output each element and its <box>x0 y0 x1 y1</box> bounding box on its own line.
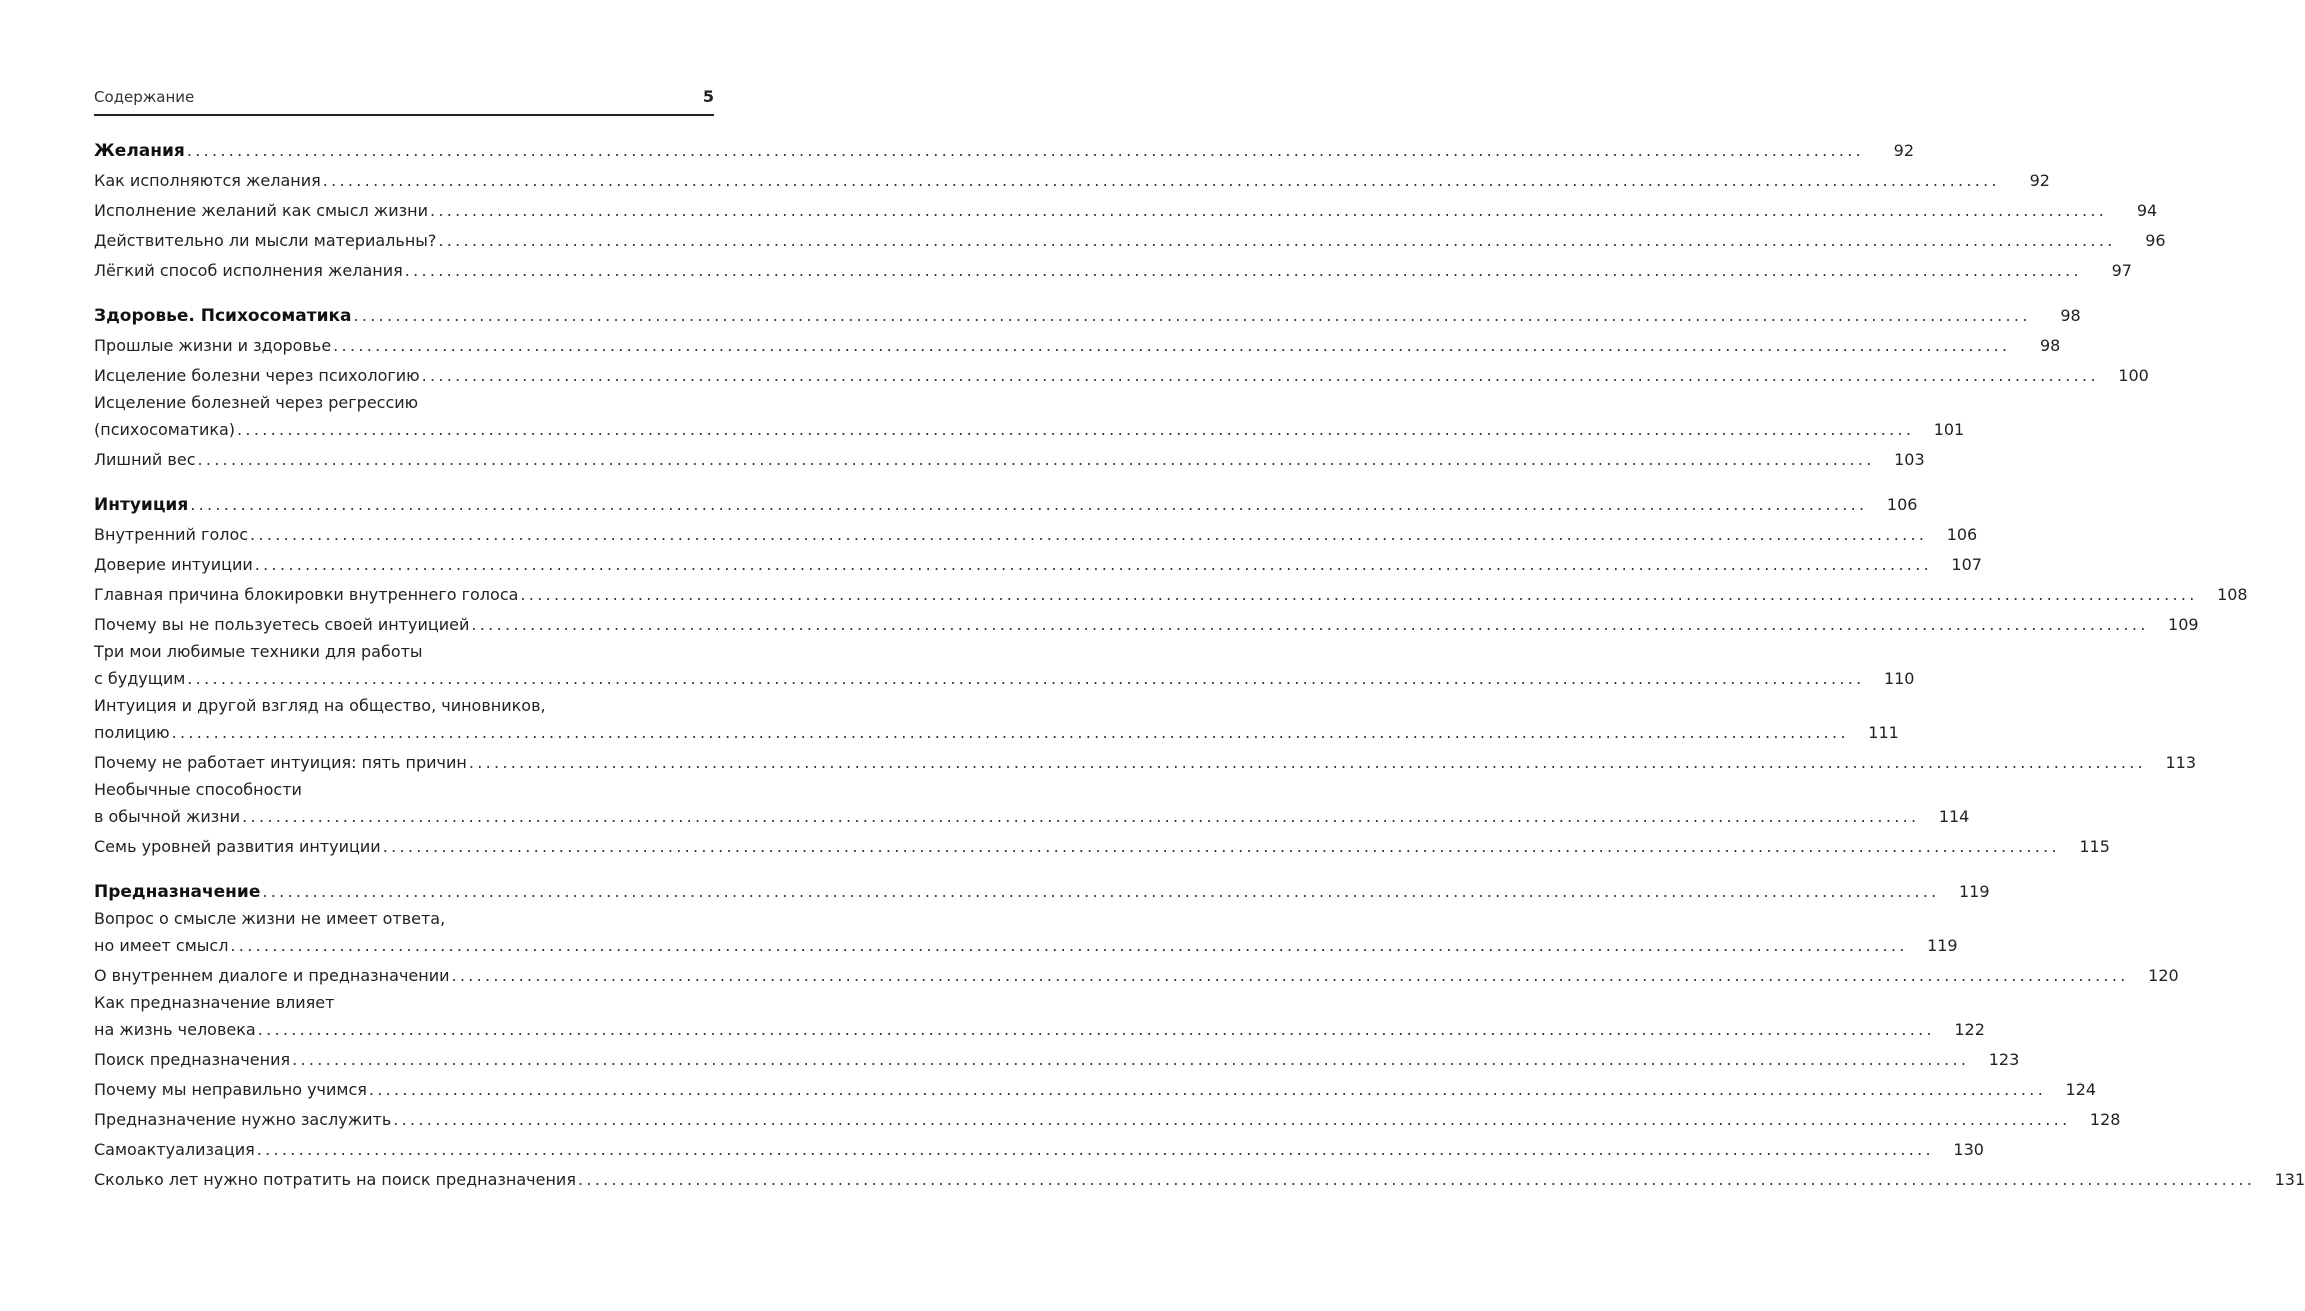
toc-entry <box>94 196 2158 226</box>
entry-title: в обычной жизни <box>94 807 241 826</box>
entry-title: Желания <box>94 141 185 161</box>
toc-section <box>94 301 2149 475</box>
dot-leader: ........................................................................................................................................................................................................ <box>421 366 2099 385</box>
entry-page: 130 <box>1953 1140 1984 1159</box>
toc-entry <box>94 361 2149 391</box>
entry-page: 111 <box>1868 723 1899 742</box>
entry-title: Самоактуализация <box>94 1140 255 1159</box>
toc-entry <box>94 445 1925 475</box>
entry-page: 113 <box>2165 753 2196 772</box>
subsection-entry <box>94 520 1978 550</box>
entry-title: на жизнь человека <box>94 1020 256 1039</box>
toc-entry <box>94 748 2196 778</box>
dot-leader: ........................................................................................................................................................................................................ <box>186 141 1865 160</box>
dot-leader: ........................................................................................................................................................................................................ <box>250 525 1928 544</box>
entry-title: Почему мы неправильно учимся <box>94 1080 367 1099</box>
subsection-entry <box>94 832 2110 862</box>
entry-title: Действительно ли мысли материальны? <box>94 231 437 250</box>
toc-entry <box>94 226 2166 256</box>
subsection-entry <box>94 445 1925 475</box>
entry-page: 122 <box>1954 1020 1985 1039</box>
entry-title: О внутреннем диалоге и предназначении <box>94 966 450 985</box>
entry-page: 98 <box>2040 336 2061 355</box>
entry-title: с будущим <box>94 669 186 688</box>
entry-page: 96 <box>2145 231 2166 250</box>
toc-entry <box>94 1165 2305 1195</box>
dot-leader: ........................................................................................................................................................................................................ <box>404 261 2082 280</box>
entry-page: 97 <box>2111 261 2132 280</box>
chapter-entry <box>94 136 1915 166</box>
entry-page: 109 <box>2168 615 2199 634</box>
entry-title: (психосоматика) <box>94 420 236 439</box>
subsection-entry <box>94 226 2166 256</box>
toc-entry <box>94 1075 2097 1105</box>
dot-leader: ........................................................................................................................................................................................................ <box>237 420 1915 439</box>
dot-leader: ........................................................................................................................................................................................................ <box>353 306 2031 325</box>
entry-title: Сколько лет нужно потратить на поиск предназначения <box>94 1170 576 1189</box>
toc-section <box>94 490 2248 862</box>
entry-title: Доверие интуиции <box>94 555 253 574</box>
dot-leader: ........................................................................................................................................................................................................ <box>333 336 2011 355</box>
toc-entry <box>94 991 1985 1045</box>
entry-title: Исцеление болезни через психологию <box>94 366 420 385</box>
subsection-entry <box>94 961 2179 991</box>
entry-title: Прошлые жизни и здоровье <box>94 336 332 355</box>
subsection-entry <box>94 331 2061 361</box>
dot-leader: ........................................................................................................................................................................................................ <box>257 1020 1935 1039</box>
entry-title: Главная причина блокировки внутреннего голоса <box>94 585 519 604</box>
toc-section <box>94 136 2166 286</box>
dot-leader: ........................................................................................................................................................................................................ <box>520 585 2198 604</box>
toc-entry <box>94 907 1958 961</box>
dot-leader: ........................................................................................................................................................................................................ <box>187 669 1865 688</box>
dot-leader: ........................................................................................................................................................................................................ <box>438 231 2116 250</box>
entry-title: Интуиция <box>94 495 189 515</box>
entry-title: Предназначение нужно заслужить <box>94 1110 392 1129</box>
subsection-entry <box>94 931 1958 961</box>
toc-entry <box>94 610 2199 640</box>
toc-entry <box>94 331 2061 361</box>
toc-entry <box>94 256 2132 286</box>
entry-title-line: Исцеление болезней через регрессию <box>94 393 419 412</box>
running-header <box>94 84 714 116</box>
dot-leader: ........................................................................................................................................................................................................ <box>256 1140 1934 1159</box>
entry-page: 123 <box>1988 1050 2020 1069</box>
dot-leader: ........................................................................................................................................................................................................ <box>197 450 1875 469</box>
entry-page: 119 <box>1959 882 1990 901</box>
entry-page: 110 <box>1883 669 1915 688</box>
toc-entry <box>94 1135 1984 1165</box>
toc-entry <box>94 391 1965 445</box>
dot-leader: ........................................................................................................................................................................................................ <box>254 555 1932 574</box>
entry-page: 131 <box>2274 1170 2305 1189</box>
toc-section <box>94 877 2305 1195</box>
subsection-entry <box>94 1165 2305 1195</box>
chapter-entry <box>94 301 2081 331</box>
dot-leader: ........................................................................................................................................................................................................ <box>468 753 2146 772</box>
dot-leader: ........................................................................................................................................................................................................ <box>382 837 2060 856</box>
dot-leader: ........................................................................................................................................................................................................ <box>242 807 1920 826</box>
header-title: Содержание <box>94 88 195 106</box>
subsection-entry <box>94 1045 2020 1075</box>
entry-page: 92 <box>2029 171 2050 190</box>
dot-leader: ........................................................................................................................................................................................................ <box>262 882 1940 901</box>
entry-title: Лёгкий способ исполнения желания <box>94 261 403 280</box>
subsection-entry <box>94 580 2248 610</box>
entry-title-line: Вопрос о смысле жизни не имеет ответа, <box>94 909 446 928</box>
subsection-entry <box>94 361 2149 391</box>
dot-leader: ........................................................................................................................................................................................................ <box>368 1080 2047 1099</box>
toc-entry <box>94 961 2179 991</box>
chapter-entry <box>94 490 1918 520</box>
subsection-entry <box>94 1075 2097 1105</box>
dot-leader: ........................................................................................................................................................................................................ <box>292 1050 1970 1069</box>
entry-page: 128 <box>2089 1110 2121 1129</box>
subsection-entry <box>94 196 2158 226</box>
toc-entry <box>94 520 1978 550</box>
dot-leader: ........................................................................................................................................................................................................ <box>322 171 2000 190</box>
subsection-entry <box>94 550 1982 580</box>
entry-title-line: Три мои любимые техники для работы <box>94 642 423 661</box>
entry-page: 101 <box>1933 420 1965 439</box>
chapter-entry <box>94 877 1990 907</box>
entry-title: Как исполняются желания <box>94 171 321 190</box>
entry-title: Лишний вес <box>94 450 196 469</box>
entry-page: 100 <box>2118 366 2149 385</box>
subsection-entry <box>94 166 2050 196</box>
entry-page: 94 <box>2136 201 2158 220</box>
entry-title-line: Интуиция и другой взгляд на общество, чиновников, <box>94 696 546 715</box>
entry-title: Почему вы не пользуетесь своей интуицией <box>94 615 470 634</box>
entry-title: но имеет смысл <box>94 936 229 955</box>
subsection-entry <box>94 748 2196 778</box>
subsection-entry <box>94 718 1899 748</box>
entry-title: Предназначение <box>94 882 261 902</box>
entry-page: 119 <box>1927 936 1958 955</box>
entry-page: 120 <box>2148 966 2179 985</box>
toc-entry <box>94 1105 2121 1135</box>
toc-entry <box>94 166 2050 196</box>
entry-title: Почему не работает интуиция: пять причин <box>94 753 467 772</box>
subsection-entry <box>94 1105 2121 1135</box>
entry-title: Семь уровней развития интуиции <box>94 837 381 856</box>
subsection-entry <box>94 664 1915 694</box>
dot-leader: ........................................................................................................................................................................................................ <box>429 201 2108 220</box>
entry-page: 124 <box>2065 1080 2097 1099</box>
toc-entry <box>94 832 2110 862</box>
subsection-entry <box>94 610 2199 640</box>
toc-entry <box>94 580 2248 610</box>
subsection-entry <box>94 1015 1985 1045</box>
table-of-contents <box>94 136 2305 1210</box>
subsection-entry <box>94 802 1970 832</box>
subsection-entry <box>94 1135 1984 1165</box>
entry-title: полицию <box>94 723 170 742</box>
entry-title: Внутренний голос <box>94 525 249 544</box>
dot-leader: ........................................................................................................................................................................................................ <box>471 615 2149 634</box>
entry-page: 98 <box>2060 306 2081 325</box>
dot-leader: ........................................................................................................................................................................................................ <box>451 966 2129 985</box>
entry-page: 114 <box>1938 807 1970 826</box>
entry-title: Исполнение желаний как смысл жизни <box>94 201 428 220</box>
toc-entry <box>94 694 1899 748</box>
entry-title-line: Необычные способности <box>94 780 302 799</box>
entry-title: Поиск предназначения <box>94 1050 291 1069</box>
dot-leader: ........................................................................................................................................................................................................ <box>577 1170 2256 1189</box>
entry-title: Здоровье. Психосоматика <box>94 306 352 326</box>
page-number: 5 <box>702 87 714 106</box>
entry-page: 108 <box>2217 585 2248 604</box>
dot-leader: ........................................................................................................................................................................................................ <box>171 723 1849 742</box>
toc-entry <box>94 778 1970 832</box>
dot-leader: ........................................................................................................................................................................................................ <box>230 936 1908 955</box>
entry-title-line: Как предназначение влияет <box>94 993 335 1012</box>
dot-leader: ........................................................................................................................................................................................................ <box>393 1110 2071 1129</box>
subsection-entry <box>94 256 2132 286</box>
toc-entry <box>94 550 1982 580</box>
dot-leader: ........................................................................................................................................................................................................ <box>190 495 1868 514</box>
subsection-entry <box>94 415 1965 445</box>
toc-entry <box>94 1045 2020 1075</box>
entry-page: 106 <box>1886 495 1918 514</box>
entry-page: 103 <box>1894 450 1925 469</box>
entry-page: 106 <box>1946 525 1978 544</box>
toc-entry <box>94 640 1915 694</box>
entry-page: 115 <box>2079 837 2110 856</box>
entry-page: 107 <box>1951 555 1982 574</box>
entry-page: 92 <box>1893 141 1915 160</box>
